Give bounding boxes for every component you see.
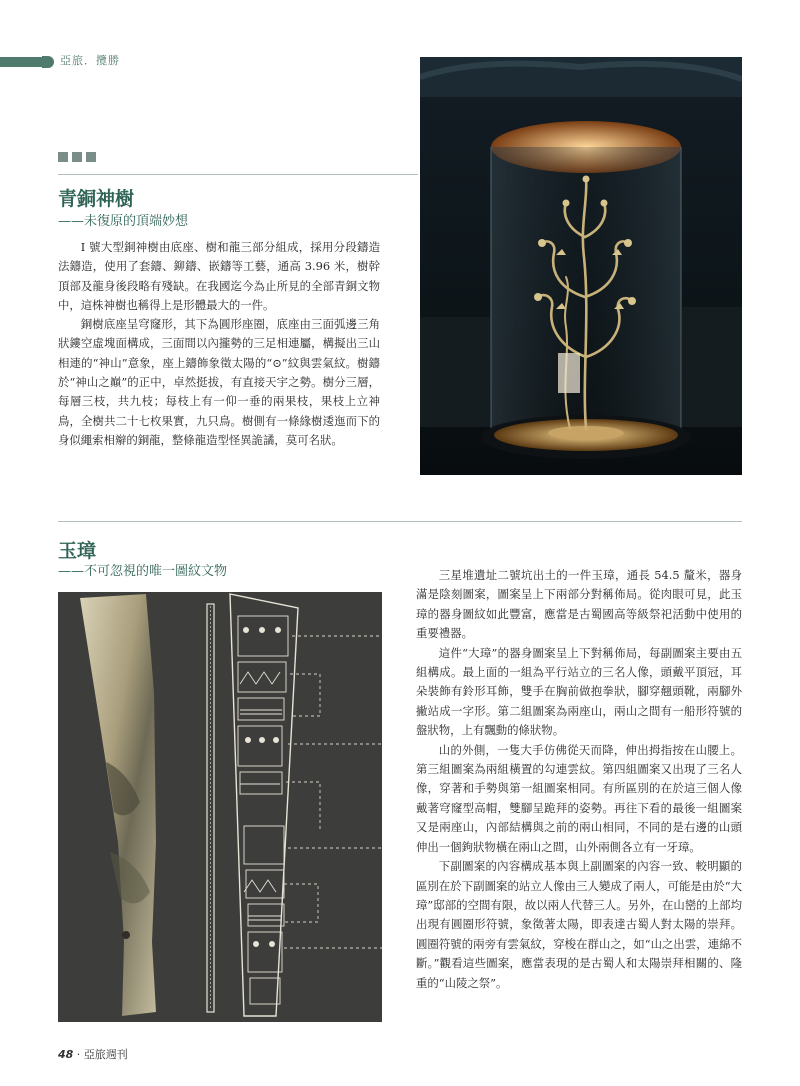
decorative-squares bbox=[58, 152, 96, 162]
section2-rule bbox=[58, 521, 742, 522]
section1-body bbox=[58, 238, 380, 450]
jade-zhang-illustration bbox=[58, 592, 382, 1022]
section-label: 亞旅．攬勝 bbox=[60, 54, 120, 67]
jade-zhang-photo bbox=[58, 592, 382, 1022]
section2-body bbox=[416, 566, 742, 993]
section2-subtitle: ——不可忽視的唯一圖紋文物 bbox=[58, 564, 228, 579]
section1-paragraph: 銅樹底座呈穹窿形，其下為圓形座圈，底座由三面弧邊三角狀鏤空虛塊面構成，三面間以內攏勢的三足相連屬，構擬出三山相連的“神山”意象，座上鑄飾象徵太陽的“⊙”紋與雲氣紋。樹鑄於“神山之巔”的正中，卓然挺拔，有直接天宇之勢。樹分三層，每層三枝，共九枝；每枝上有一仰一垂的兩果枝，果枝上立神鳥，全樹共二十七枚果實，九只鳥。樹側有一條緣樹逶迤而下的身似繩索相辮的銅龍，整條龍造型怪異詭譎，莫可名狀。 bbox=[58, 317, 380, 447]
section2-paragraph: 這件“大璋”的器身圖案呈上下對稱佈局，每副圖案主要由五組構成。最上面的一組為平行站立的三名人像，頭戴平頂冠，耳朵裝飾有鈴形耳飾，雙手在胸前做抱拳狀，腳穿翹頭靴，兩腳外撇站成一字形。第二組圖案為兩座山，兩山之間有一船形符號的盤狀物，上有飄動的條狀物。 bbox=[416, 645, 742, 738]
header-bar-cap bbox=[42, 56, 54, 68]
section2-paragraph: 山的外側，一隻大手仿佛從天而降，伸出拇指按在山腰上。第三組圖案為兩組橫置的勾連雲紋。第四組圖案又出現了三名人像，穿著和手勢與第一組圖案相同。有所區別的在於這三個人像戴著穹窿型高帽，雙腳呈跪拜的姿勢。再往下看的最後一組圖案又是兩座山，內部結構與之前的兩山相同，不同的是右邊的山頭伸出一個鉤狀物橫在兩山之間，山外兩側各立有一牙璋。 bbox=[416, 742, 742, 854]
section1-subtitle: ——未復原的頂端妙想 bbox=[58, 214, 189, 229]
page-number: 48 bbox=[58, 1048, 74, 1061]
header-bar bbox=[0, 57, 48, 67]
section2-paragraph: 下副圖案的內容構成基本與上副圖案的內容一致、較明顯的區別在於下副圖案的站立人像由三人變成了兩人，可能是由於“大璋”邸部的空間有限，故以兩人代替三人。另外，在山巒的上部均出現有圓圈形符號，象徵著太陽，即表達古蜀人對太陽的崇拜。圓圈符號的兩旁有雲氣紋，穿梭在群山之，如“山之出雲，連綿不斷。”觀看這些圖案，應當表現的是古蜀人和太陽崇拜相關的、隆重的“山陵之祭”。 bbox=[416, 859, 742, 990]
section2-title: 玉璋 bbox=[58, 540, 97, 562]
section1-rule bbox=[58, 174, 418, 175]
section1-paragraph: I 號大型銅神樹由底座、樹和龍三部分組成，採用分段鑄造法鑄造，使用了套鑄、鉚鑄、嵌鑄等工藝，通高 3.96 米，樹幹頂部及龍身後段略有殘缺。在我國迄今為止所見的全部青銅文物中，這株神樹也稱得上是形體最大的一件。 bbox=[58, 240, 380, 312]
section1-title: 青銅神樹 bbox=[58, 188, 135, 210]
section2-paragraph: 三星堆遺址二號坑出土的一件玉璋，通長 54.5 釐米，器身滿是陰刻圖案，圖案呈上下兩部分對稱佈局。從肉眼可見，此玉璋的器身圖紋如此豐富，應當是古蜀國高等級祭祀活動中使用的重要禮器。 bbox=[416, 568, 742, 641]
bronze-tree-photo bbox=[420, 57, 742, 475]
page-footer: 48 · 亞旅週刊 bbox=[58, 1048, 128, 1061]
bronze-tree-illustration bbox=[420, 57, 742, 475]
publication-name: 亞旅週刊 bbox=[83, 1048, 128, 1061]
